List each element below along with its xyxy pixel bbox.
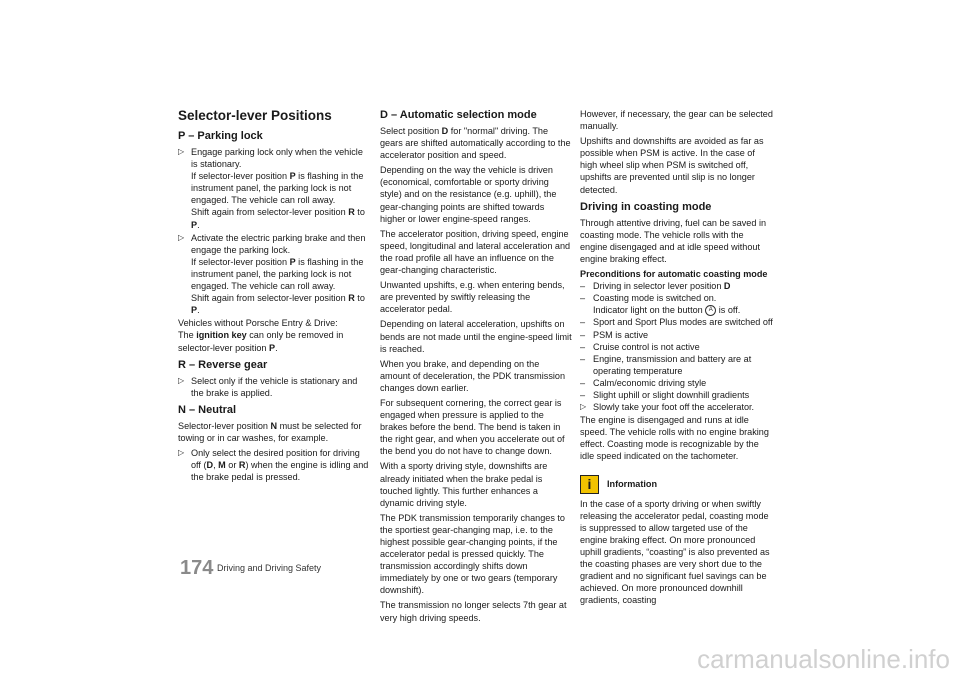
- heading-automatic-mode: D – Automatic selection mode: [380, 109, 537, 121]
- list-item: – Cruise control is not active: [580, 341, 700, 352]
- heading-neutral: N – Neutral: [178, 403, 237, 416]
- paragraph: Upshifts and downshifts are avoided as far as possible when PSM is active. In the case of high wheel slip when PSM is switched off, upshifts are prevented until slip is no longer detected.: [580, 136, 764, 195]
- column-middle: D – Automatic selection mode Select position D for "normal" driving. The gears are shifted automatically according to the accelerator position and speed. Depending on the way the vehicle is driven (economical, comfortable or sporty driving style) and on the resistance (e.g. uphill), the gear-changing points are shifted towards higher or lower engine-speed ranges. The accelerator position, driving speed, engine speed, longitudinal and lateral acceleration and the road profile all have an influence on the gear-changing characteristic. Unwanted upshifts, e.g. when entering bends, are prevented by swiftly releasing the accelerator pedal. Depending on lateral acceleration, upshifts on bends are not made until the engine-speed limit is reached. When you brake, and depending on the amount of deceleration, the PDK transmission changes down earlier. For subsequent cornering, the correct gear is engaged when pressure is applied to the brakes before the bend. The bend is taken in the right gear, and when you accelerate out of the bend you do not have to change down. With a sporty driving style, downshifts are already initiated when the brake pedal is touched lightly. This further enhances a dynamic driving style. The PDK transmission temporarily changes to the sportiest gear-changing map, i.e. to the highest possible gear-changing points, if the accelerator pedal is pressed quickly. The transmission accordingly shifts down immediately by one or two gears (temporary downshift). The transmission no longer selects 7th gear at very high driving speeds.: [380, 109, 572, 623]
- list-item: – Driving in selector lever position D: [580, 281, 731, 292]
- paragraph: The accelerator position, driving speed, engine speed, longitudinal and lateral acceleration and the road profile all have an influence on the gear-changing characteristic.: [380, 228, 571, 276]
- paragraph: With a sporty driving style, downshifts are already initiated when the brake pedal is touched lightly. This further enhances a dynamic driving style.: [380, 461, 548, 508]
- step-triangle-icon: ▷: [178, 375, 185, 385]
- paragraph: The transmission no longer selects 7th gear at very high driving speeds.: [380, 600, 567, 623]
- coasting-button-icon: A: [705, 305, 716, 316]
- paragraph: Through attentive driving, fuel can be saved in coasting mode. The vehicle rolls with the engine disengaged and at idle speed without engine braking effect.: [580, 217, 767, 264]
- step-item: ▷ Select only if the vehicle is stationary and the brake is applied.: [178, 375, 358, 398]
- vehicles-note: Vehicles without Porsche Entry & Drive: The ignition key can only be removed in selector-lever position P.: [178, 318, 344, 353]
- preconditions-heading: Preconditions for automatic coasting mode: [580, 269, 768, 280]
- heading-coasting-mode: Driving in coasting mode: [580, 200, 712, 213]
- information-header: [580, 475, 773, 494]
- heading-parking-lock: P – Parking lock: [178, 130, 263, 142]
- information-icon: i: [580, 475, 599, 494]
- paragraph: The engine is disengaged and runs at idle speed. The vehicle rolls with no engine braking effect. Coasting mode is recognizable by the idle speed indicated on the tachometer.: [580, 415, 769, 462]
- heading-reverse-gear: R – Reverse gear: [178, 358, 268, 371]
- column-right: [580, 108, 773, 609]
- step-triangle-icon: ▷: [580, 402, 587, 412]
- step-item: ▷ Slowly take your foot off the accelerator.: [580, 402, 755, 413]
- list-item: – Sport and Sport Plus modes are switched off: [580, 317, 773, 328]
- information-label: Information: [607, 478, 658, 489]
- step-item: ▷ Activate the electric parking brake and then engage the parking lock. If selector-lever position P is flashing in the instrument panel, the parking lock is not engaged. The vehicle can roll away. Shift again from selector-lever position R to P.: [178, 232, 366, 316]
- paragraph: Depending on lateral acceleration, upshifts on bends are not made until the engine-speed limit is reached.: [380, 319, 572, 354]
- paragraph: The PDK transmission temporarily changes to the sportiest gear-changing map, i.e. to the highest possible gear-changing points, if the accelerator pedal is pressed quickly. The transmission accordingly shifts down immediately by one or two gears (temporary downshift).: [380, 512, 565, 596]
- step-triangle-icon: ▷: [178, 447, 185, 457]
- paragraph: Depending on the way the vehicle is driven (economical, comfortable or sporty driving style) and on the resistance (e.g. uphill), the gear-changing points are shifted towards higher or lower engine-speed ranges.: [380, 165, 557, 224]
- page-number: 174: [180, 557, 214, 579]
- list-item: – Coasting mode is switched on. Indicator light on the button A is off.: [580, 293, 741, 316]
- paragraph: However, if necessary, the gear can be selected manually.: [580, 109, 773, 132]
- list-item: – Engine, transmission and battery are at operating temperature: [580, 353, 752, 376]
- column-left: Selector-lever Positions P – Parking lock ▷ Engage parking lock only when the vehicle is stationary. If selector-lever position P is flashing in the instrument panel, the parking lock is not engaged. The vehicle can roll away. Shift again from selector-lever position R to P. ▷ Activate the electric parking brake and then engage the parking lock. If selector-lever position P is flashing in the instrument panel, the parking lock is not engaged. The vehicle can roll away. Shift again from selector-lever position R to P. Vehicles without Porsche Entry & Drive: The ignition key can only be removed in selector-lever position P. R – Reverse gear ▷ Select only if the vehicle is stationary and the brake is applied. N – Neutral Selector-lever position N must be selected for towing or in car washes, for example. ▷ Only select the desired position for driving off (D, M or R) when the engine is idling and the brake pedal is pressed.: [178, 108, 369, 483]
- information-text: In the case of a sporty driving or when swiftly releasing the accelerator pedal, coasting mode is suppressed to allow targeted use of the engine braking effect. On more pronounced uphill gradients, “coasting” is also prevented as the coasting phases are very short due to the gradient and no significant fuel savings can be achieved. On more pronounced downhill gradients, coasting: [580, 498, 770, 606]
- step-triangle-icon: ▷: [178, 232, 185, 242]
- paragraph: For subsequent cornering, the correct gear is engaged when pressure is applied to the brakes before the bend. The bend is taken in the right gear, and when you accelerate out of the bend you do not have to change down.: [380, 397, 565, 457]
- step-triangle-icon: ▷: [178, 147, 185, 156]
- paragraph: Unwanted upshifts, e.g. when entering bends, are prevented by swiftly releasing the accelerator pedal.: [380, 280, 565, 315]
- step-item: ▷ Only select the desired position for driving off (D, M or R) when the engine is idling and the brake pedal is pressed.: [178, 447, 369, 483]
- list-item: – PSM is active: [580, 329, 649, 340]
- footer-section-title: Driving and Driving Safety: [217, 563, 322, 573]
- watermark: carmanualsonline.info: [697, 644, 950, 674]
- paragraph: When you brake, and depending on the amount of deceleration, the PDK transmission changes down earlier.: [380, 358, 566, 393]
- list-item: – Slight uphill or slight downhill gradients: [580, 389, 750, 400]
- section-title: Selector-lever Positions: [178, 108, 332, 123]
- list-item: – Calm/economic driving style: [580, 377, 707, 388]
- step-item: ▷ Engage parking lock only when the vehicle is stationary. If selector-lever position P is flashing in the instrument panel, the parking lock is not engaged. The vehicle can roll away. Shift again from selector-lever position R to P.: [178, 147, 365, 230]
